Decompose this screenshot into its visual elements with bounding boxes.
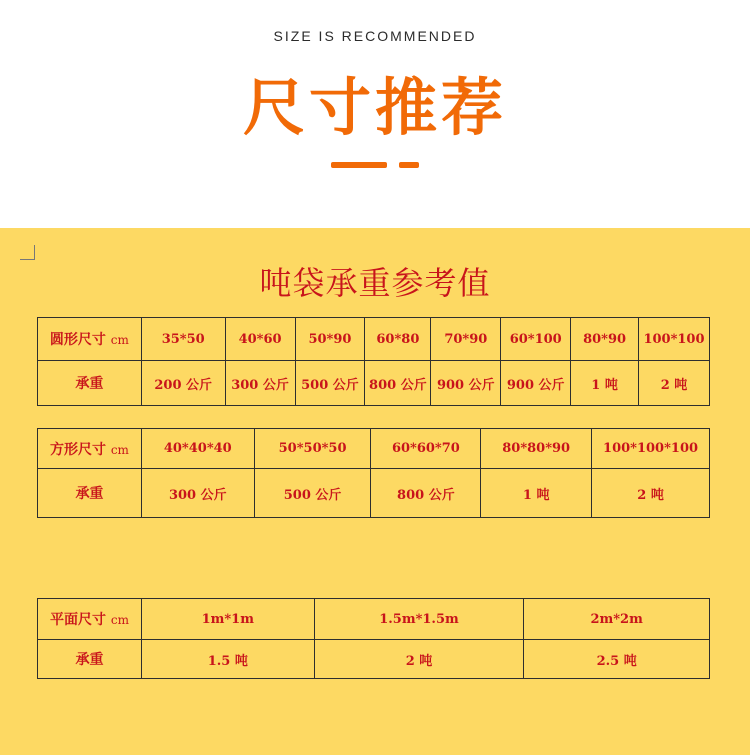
round-load-header: 承重	[38, 361, 142, 406]
square-size-table	[37, 428, 710, 518]
table-cell: 2 吨	[592, 469, 710, 518]
table-cell: 2m*2m	[524, 599, 710, 640]
table-cell: 60*80	[365, 318, 431, 361]
round-size-header-unit: cm	[110, 333, 129, 347]
table-cell: 80*90	[571, 318, 639, 361]
table-row-sizes	[38, 429, 710, 469]
square-load-header: 承重	[38, 469, 142, 518]
sheet-title: 吨袋承重参考值	[259, 264, 491, 302]
table-cell: 50*90	[295, 318, 365, 361]
flat-size-header-unit: cm	[110, 613, 129, 627]
table-cell: 2 吨	[314, 640, 524, 679]
table-row-loads	[38, 640, 710, 679]
table-cell: 900 公斤	[431, 361, 501, 406]
table-cell: 50*50*50	[254, 429, 371, 469]
square-size-header	[38, 429, 142, 469]
table-cell: 500 公斤	[295, 361, 365, 406]
table-cell: 1m*1m	[141, 599, 314, 640]
table-cell: 300 公斤	[225, 361, 295, 406]
table-cell: 800 公斤	[371, 469, 481, 518]
table-cell: 70*90	[431, 318, 501, 361]
table-cell: 2.5 吨	[524, 640, 710, 679]
table-cell: 35*50	[141, 318, 225, 361]
table-cell: 1 吨	[571, 361, 639, 406]
section-title: 尺寸推荐	[242, 71, 507, 144]
title-underline	[331, 162, 419, 168]
table-cell: 100*100	[638, 318, 709, 361]
table-cell: 40*60	[225, 318, 295, 361]
underline-bar-long	[331, 162, 387, 168]
flat-load-header: 承重	[38, 640, 142, 679]
table-row-sizes	[38, 599, 710, 640]
underline-bar-short	[399, 162, 419, 168]
table-cell: 60*100	[501, 318, 571, 361]
table-row-loads	[38, 469, 710, 518]
round-size-header-label: 圆形尺寸	[49, 332, 106, 348]
round-size-header	[38, 318, 142, 361]
flat-size-header	[38, 599, 142, 640]
section-subtitle: SIZE IS RECOMMENDED	[273, 28, 477, 44]
table-cell: 1.5m*1.5m	[314, 599, 524, 640]
table-cell: 900 公斤	[501, 361, 571, 406]
table-cell: 2 吨	[638, 361, 709, 406]
round-size-table	[37, 317, 710, 406]
table-cell: 60*60*70	[371, 429, 481, 469]
table-cell: 500 公斤	[254, 469, 371, 518]
square-size-header-label: 方形尺寸	[49, 441, 106, 458]
table-row-sizes	[38, 318, 710, 361]
table-cell: 80*80*90	[481, 429, 592, 469]
table-cell: 100*100*100	[592, 429, 710, 469]
table-row-loads	[38, 361, 710, 406]
table-cell: 800 公斤	[365, 361, 431, 406]
table-cell: 300 公斤	[141, 469, 254, 518]
table-cell: 40*40*40	[141, 429, 254, 469]
table-cell: 200 公斤	[141, 361, 225, 406]
table-cell: 1.5 吨	[141, 640, 314, 679]
table-cell: 1 吨	[481, 469, 592, 518]
flat-size-header-label: 平面尺寸	[49, 612, 106, 628]
square-size-header-unit: cm	[110, 442, 129, 457]
flat-size-table	[37, 598, 710, 679]
